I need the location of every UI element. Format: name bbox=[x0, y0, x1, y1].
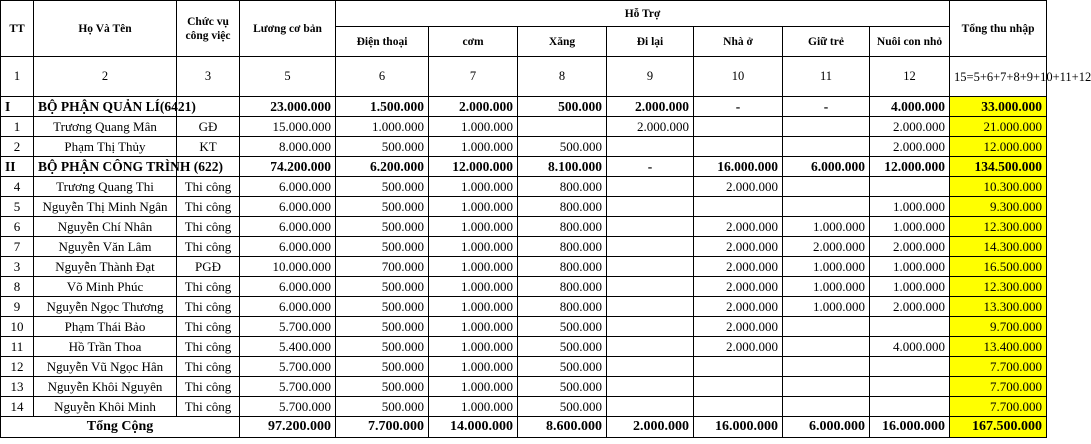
cell-role: Thi công bbox=[177, 277, 240, 297]
cell-child: 1.000.000 bbox=[783, 297, 870, 317]
cell-meal: 12.000.000 bbox=[429, 157, 518, 177]
cell-child bbox=[783, 317, 870, 337]
cell-phone: 500.000 bbox=[336, 237, 429, 257]
header-support-house: Nhà ở bbox=[694, 27, 783, 57]
cell-name: Phạm Thái Bảo bbox=[34, 317, 177, 337]
header-support-child: Giữ trẻ bbox=[783, 27, 870, 57]
cell-nurse bbox=[870, 357, 950, 377]
cell-child bbox=[783, 137, 870, 157]
cell-child bbox=[783, 357, 870, 377]
cell-nurse bbox=[870, 177, 950, 197]
table-row bbox=[1, 377, 1047, 397]
cell-travel bbox=[607, 257, 694, 277]
cell-house: 2.000.000 bbox=[694, 277, 783, 297]
cell-total-income: 14.300.000 bbox=[950, 237, 1047, 257]
cell-travel bbox=[607, 377, 694, 397]
cell-phone: 500.000 bbox=[336, 357, 429, 377]
cell-base-salary: 6.000.000 bbox=[240, 237, 336, 257]
cell-nurse: 4.000.000 bbox=[870, 337, 950, 357]
cell-base-salary: 10.000.000 bbox=[240, 257, 336, 277]
cell-phone: 500.000 bbox=[336, 337, 429, 357]
cell-tt: 3 bbox=[1, 257, 34, 277]
cell-phone: 500.000 bbox=[336, 217, 429, 237]
col-number: 10 bbox=[694, 57, 783, 97]
cell-child bbox=[783, 197, 870, 217]
table-body bbox=[1, 97, 1047, 417]
cell-meal: 1.000.000 bbox=[429, 397, 518, 417]
cell-total-income: 33.000.000 bbox=[950, 97, 1047, 117]
table-row bbox=[1, 317, 1047, 337]
cell-tt: 12 bbox=[1, 357, 34, 377]
header-base-salary: Lương cơ bản bbox=[240, 1, 336, 57]
cell-name: BỘ PHẬN QUẢN LÍ(6421) bbox=[34, 97, 177, 117]
cell-phone: 500.000 bbox=[336, 297, 429, 317]
total-travel: 2.000.000 bbox=[607, 417, 694, 438]
cell-travel bbox=[607, 237, 694, 257]
col-number: 5 bbox=[240, 57, 336, 97]
cell-child: 1.000.000 bbox=[783, 277, 870, 297]
cell-fuel: 500.000 bbox=[518, 97, 607, 117]
cell-phone: 500.000 bbox=[336, 197, 429, 217]
table-row bbox=[1, 337, 1047, 357]
cell-nurse: 2.000.000 bbox=[870, 117, 950, 137]
cell-total-income: 9.300.000 bbox=[950, 197, 1047, 217]
cell-base-salary: 5.700.000 bbox=[240, 357, 336, 377]
cell-house bbox=[694, 197, 783, 217]
col-number: 2 bbox=[34, 57, 177, 97]
cell-role: Thi công bbox=[177, 237, 240, 257]
total-phone: 7.700.000 bbox=[336, 417, 429, 438]
cell-nurse: 1.000.000 bbox=[870, 197, 950, 217]
cell-fuel: 800.000 bbox=[518, 197, 607, 217]
cell-fuel: 500.000 bbox=[518, 317, 607, 337]
cell-name: Phạm Thị Thủy bbox=[34, 137, 177, 157]
cell-tt: 11 bbox=[1, 337, 34, 357]
cell-child bbox=[783, 397, 870, 417]
cell-tt: 14 bbox=[1, 397, 34, 417]
header-support-fuel: Xăng bbox=[518, 27, 607, 57]
cell-meal: 1.000.000 bbox=[429, 257, 518, 277]
cell-nurse: 1.000.000 bbox=[870, 277, 950, 297]
cell-fuel: 500.000 bbox=[518, 377, 607, 397]
cell-fuel: 500.000 bbox=[518, 357, 607, 377]
total-income: 167.500.000 bbox=[950, 417, 1047, 438]
cell-fuel: 800.000 bbox=[518, 177, 607, 197]
table-row bbox=[1, 137, 1047, 157]
cell-nurse: 12.000.000 bbox=[870, 157, 950, 177]
cell-phone: 500.000 bbox=[336, 137, 429, 157]
section-row bbox=[1, 157, 1047, 177]
cell-meal: 1.000.000 bbox=[429, 277, 518, 297]
cell-meal: 1.000.000 bbox=[429, 137, 518, 157]
cell-meal: 2.000.000 bbox=[429, 97, 518, 117]
cell-base-salary: 6.000.000 bbox=[240, 177, 336, 197]
total-nurse: 16.000.000 bbox=[870, 417, 950, 438]
cell-travel bbox=[607, 397, 694, 417]
cell-house: 2.000.000 bbox=[694, 317, 783, 337]
header-support-group: Hỗ Trợ bbox=[336, 1, 950, 27]
header-tt: TT bbox=[1, 1, 34, 57]
cell-travel bbox=[607, 337, 694, 357]
cell-base-salary: 6.000.000 bbox=[240, 277, 336, 297]
cell-child bbox=[783, 177, 870, 197]
cell-nurse bbox=[870, 397, 950, 417]
col-number: 11 bbox=[783, 57, 870, 97]
cell-nurse bbox=[870, 377, 950, 397]
cell-fuel: 800.000 bbox=[518, 217, 607, 237]
cell-tt: 10 bbox=[1, 317, 34, 337]
cell-meal: 1.000.000 bbox=[429, 377, 518, 397]
cell-house: - bbox=[694, 97, 783, 117]
header-support-travel: Đi lại bbox=[607, 27, 694, 57]
cell-name: Nguyễn Ngọc Thương bbox=[34, 297, 177, 317]
cell-child: 1.000.000 bbox=[783, 257, 870, 277]
table-row bbox=[1, 257, 1047, 277]
cell-tt: 7 bbox=[1, 237, 34, 257]
table-row bbox=[1, 177, 1047, 197]
col-number: 6 bbox=[336, 57, 429, 97]
cell-travel bbox=[607, 297, 694, 317]
cell-travel: 2.000.000 bbox=[607, 117, 694, 137]
cell-base-salary: 6.000.000 bbox=[240, 197, 336, 217]
cell-meal: 1.000.000 bbox=[429, 357, 518, 377]
cell-base-salary: 5.700.000 bbox=[240, 317, 336, 337]
cell-tt: 13 bbox=[1, 377, 34, 397]
cell-child bbox=[783, 337, 870, 357]
header-support-meal: cơm bbox=[429, 27, 518, 57]
cell-child bbox=[783, 117, 870, 137]
col-number: 9 bbox=[607, 57, 694, 97]
cell-total-income: 9.700.000 bbox=[950, 317, 1047, 337]
cell-base-salary: 6.000.000 bbox=[240, 297, 336, 317]
cell-house bbox=[694, 377, 783, 397]
cell-fuel: 800.000 bbox=[518, 237, 607, 257]
cell-role: Thi công bbox=[177, 197, 240, 217]
cell-phone: 700.000 bbox=[336, 257, 429, 277]
cell-travel bbox=[607, 177, 694, 197]
cell-house: 2.000.000 bbox=[694, 257, 783, 277]
col-number: 12 bbox=[870, 57, 950, 97]
cell-tt: 2 bbox=[1, 137, 34, 157]
cell-phone: 500.000 bbox=[336, 177, 429, 197]
cell-tt: 8 bbox=[1, 277, 34, 297]
cell-name: Nguyễn Văn Lâm bbox=[34, 237, 177, 257]
cell-tt: 4 bbox=[1, 177, 34, 197]
col-number: 3 bbox=[177, 57, 240, 97]
cell-total-income: 134.500.000 bbox=[950, 157, 1047, 177]
total-row bbox=[1, 417, 1047, 438]
cell-total-income: 7.700.000 bbox=[950, 377, 1047, 397]
cell-house: 2.000.000 bbox=[694, 337, 783, 357]
header-name: Họ Và Tên bbox=[34, 1, 177, 57]
cell-travel: 2.000.000 bbox=[607, 97, 694, 117]
cell-phone: 6.200.000 bbox=[336, 157, 429, 177]
cell-tt: I bbox=[1, 97, 34, 117]
cell-role: Thi công bbox=[177, 337, 240, 357]
cell-house: 16.000.000 bbox=[694, 157, 783, 177]
col-number-formula: 15=5+6+7+8+9+10+11+12 bbox=[950, 57, 1047, 97]
col-number: 7 bbox=[429, 57, 518, 97]
total-fuel: 8.600.000 bbox=[518, 417, 607, 438]
cell-meal: 1.000.000 bbox=[429, 237, 518, 257]
cell-child bbox=[783, 377, 870, 397]
cell-travel bbox=[607, 357, 694, 377]
cell-total-income: 16.500.000 bbox=[950, 257, 1047, 277]
cell-base-salary: 5.400.000 bbox=[240, 337, 336, 357]
cell-name: Nguyễn Khôi Minh bbox=[34, 397, 177, 417]
cell-house: 2.000.000 bbox=[694, 297, 783, 317]
cell-role: Thi công bbox=[177, 177, 240, 197]
table-row bbox=[1, 237, 1047, 257]
cell-total-income: 7.700.000 bbox=[950, 357, 1047, 377]
cell-base-salary: 23.000.000 bbox=[240, 97, 336, 117]
cell-role: KT bbox=[177, 137, 240, 157]
cell-fuel: 800.000 bbox=[518, 297, 607, 317]
cell-nurse: 2.000.000 bbox=[870, 237, 950, 257]
cell-name: Nguyễn Khôi Nguyên bbox=[34, 377, 177, 397]
cell-house: 2.000.000 bbox=[694, 237, 783, 257]
cell-fuel: 500.000 bbox=[518, 397, 607, 417]
cell-child: 1.000.000 bbox=[783, 217, 870, 237]
cell-house: 2.000.000 bbox=[694, 177, 783, 197]
cell-meal: 1.000.000 bbox=[429, 317, 518, 337]
table-row bbox=[1, 197, 1047, 217]
cell-role: Thi công bbox=[177, 377, 240, 397]
col-number: 1 bbox=[1, 57, 34, 97]
table-row bbox=[1, 217, 1047, 237]
cell-meal: 1.000.000 bbox=[429, 177, 518, 197]
cell-child: 6.000.000 bbox=[783, 157, 870, 177]
cell-total-income: 21.000.000 bbox=[950, 117, 1047, 137]
cell-name: Trương Quang Mân bbox=[34, 117, 177, 137]
cell-base-salary: 5.700.000 bbox=[240, 397, 336, 417]
cell-fuel: 500.000 bbox=[518, 137, 607, 157]
cell-house bbox=[694, 117, 783, 137]
cell-fuel bbox=[518, 117, 607, 137]
cell-base-salary: 15.000.000 bbox=[240, 117, 336, 137]
total-child: 6.000.000 bbox=[783, 417, 870, 438]
total-house: 16.000.000 bbox=[694, 417, 783, 438]
cell-travel bbox=[607, 317, 694, 337]
cell-role: PGĐ bbox=[177, 257, 240, 277]
cell-nurse: 2.000.000 bbox=[870, 137, 950, 157]
total-base: 97.200.000 bbox=[240, 417, 336, 438]
cell-house bbox=[694, 137, 783, 157]
cell-name: Nguyễn Chí Nhân bbox=[34, 217, 177, 237]
cell-nurse: 1.000.000 bbox=[870, 217, 950, 237]
cell-total-income: 12.300.000 bbox=[950, 277, 1047, 297]
cell-name: Võ Minh Phúc bbox=[34, 277, 177, 297]
cell-meal: 1.000.000 bbox=[429, 217, 518, 237]
section-row bbox=[1, 97, 1047, 117]
cell-base-salary: 6.000.000 bbox=[240, 217, 336, 237]
cell-base-salary: 5.700.000 bbox=[240, 377, 336, 397]
cell-tt: 6 bbox=[1, 217, 34, 237]
cell-total-income: 10.300.000 bbox=[950, 177, 1047, 197]
header-total-income: Tổng thu nhập bbox=[950, 1, 1047, 57]
cell-house bbox=[694, 397, 783, 417]
total-label: Tổng Cộng bbox=[1, 417, 240, 438]
header-support-nurse: Nuôi con nhỏ bbox=[870, 27, 950, 57]
table-row bbox=[1, 397, 1047, 417]
cell-phone: 1.000.000 bbox=[336, 117, 429, 137]
table-row bbox=[1, 117, 1047, 137]
cell-name: BỘ PHẬN CÔNG TRÌNH (622) bbox=[34, 157, 177, 177]
cell-name: Hồ Trần Thoa bbox=[34, 337, 177, 357]
cell-travel bbox=[607, 277, 694, 297]
cell-fuel: 8.100.000 bbox=[518, 157, 607, 177]
cell-travel bbox=[607, 137, 694, 157]
cell-tt: II bbox=[1, 157, 34, 177]
cell-total-income: 12.300.000 bbox=[950, 217, 1047, 237]
cell-phone: 500.000 bbox=[336, 277, 429, 297]
cell-phone: 500.000 bbox=[336, 377, 429, 397]
cell-travel: - bbox=[607, 157, 694, 177]
cell-travel bbox=[607, 217, 694, 237]
col-number: 8 bbox=[518, 57, 607, 97]
cell-tt: 9 bbox=[1, 297, 34, 317]
cell-meal: 1.000.000 bbox=[429, 297, 518, 317]
cell-phone: 500.000 bbox=[336, 397, 429, 417]
cell-fuel: 800.000 bbox=[518, 277, 607, 297]
cell-nurse: 1.000.000 bbox=[870, 257, 950, 277]
cell-total-income: 13.400.000 bbox=[950, 337, 1047, 357]
cell-phone: 1.500.000 bbox=[336, 97, 429, 117]
cell-total-income: 12.000.000 bbox=[950, 137, 1047, 157]
cell-meal: 1.000.000 bbox=[429, 197, 518, 217]
cell-total-income: 7.700.000 bbox=[950, 397, 1047, 417]
header-role: Chức vụ công việc bbox=[177, 1, 240, 57]
cell-nurse: 2.000.000 bbox=[870, 297, 950, 317]
cell-base-salary: 8.000.000 bbox=[240, 137, 336, 157]
cell-role: Thi công bbox=[177, 297, 240, 317]
cell-nurse: 4.000.000 bbox=[870, 97, 950, 117]
cell-travel bbox=[607, 197, 694, 217]
cell-role: Thi công bbox=[177, 357, 240, 377]
cell-role: Thi công bbox=[177, 217, 240, 237]
table-row bbox=[1, 357, 1047, 377]
cell-child: - bbox=[783, 97, 870, 117]
cell-tt: 1 bbox=[1, 117, 34, 137]
cell-total-income: 13.300.000 bbox=[950, 297, 1047, 317]
cell-fuel: 500.000 bbox=[518, 337, 607, 357]
table-row bbox=[1, 277, 1047, 297]
cell-fuel: 800.000 bbox=[518, 257, 607, 277]
cell-nurse bbox=[870, 317, 950, 337]
cell-name: Nguyễn Thị Minh Ngân bbox=[34, 197, 177, 217]
cell-phone: 500.000 bbox=[336, 317, 429, 337]
cell-name: Nguyễn Thành Đạt bbox=[34, 257, 177, 277]
cell-house bbox=[694, 357, 783, 377]
cell-role: Thi công bbox=[177, 317, 240, 337]
cell-base-salary: 74.200.000 bbox=[240, 157, 336, 177]
cell-name: Nguyễn Vũ Ngọc Hân bbox=[34, 357, 177, 377]
cell-child: 2.000.000 bbox=[783, 237, 870, 257]
cell-role: Thi công bbox=[177, 397, 240, 417]
cell-house: 2.000.000 bbox=[694, 217, 783, 237]
cell-name: Trương Quang Thi bbox=[34, 177, 177, 197]
cell-meal: 1.000.000 bbox=[429, 117, 518, 137]
cell-tt: 5 bbox=[1, 197, 34, 217]
table-row bbox=[1, 297, 1047, 317]
cell-role: GĐ bbox=[177, 117, 240, 137]
cell-meal: 1.000.000 bbox=[429, 337, 518, 357]
header-support-phone: Điện thoại bbox=[336, 27, 429, 57]
total-meal: 14.000.000 bbox=[429, 417, 518, 438]
